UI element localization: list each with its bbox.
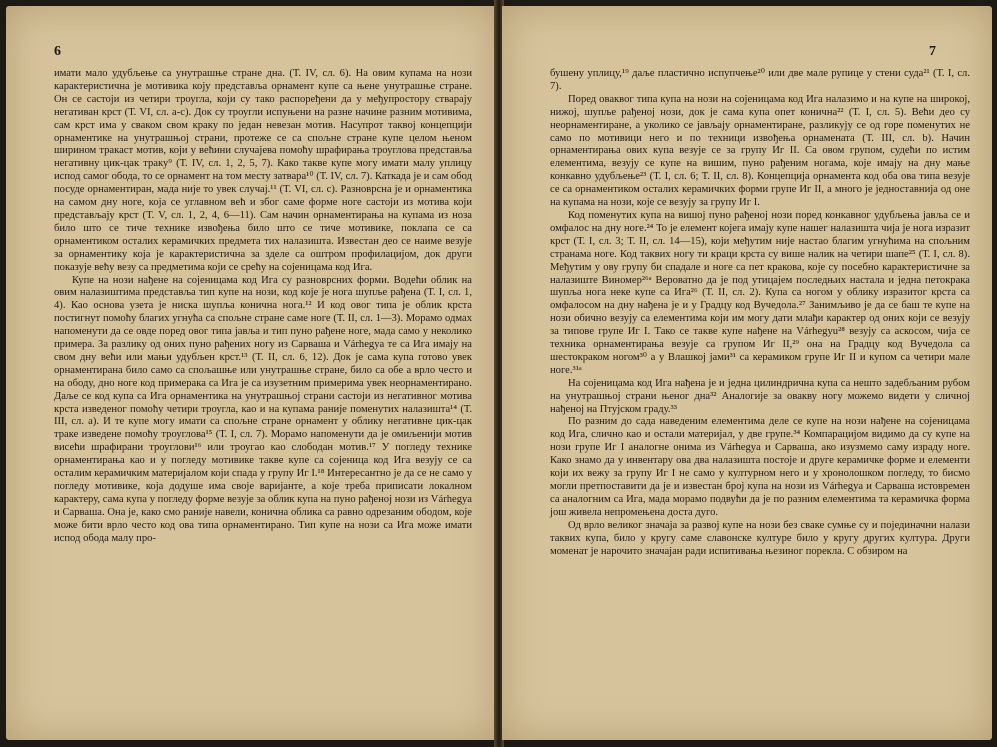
right-paragraph-2: Поред оваквог типа купа на нози на сојеницама код Ига налазимо и на купе на широкој, нижој, шупље рађеној нози, док је сама купа опет конична²² (Т. I, сл. 5). Већи део су неорнаментиране, а уколико се јављају орнаментиране, разликују се од горе поменутих не само по мотивици него и по техници извођења орнамената (Т. III, сл. b). Начин орнаментирања ових купа везује се за групу Иг II. Са овом групом, судећи по истим елементима, везују се купе на вишим, пуно рађеним ногама, које имају на дну мање конкавно удубљење²³ (Т. I, сл. 6; Т. II, сл. 8). Концепција орнамента код оба ова типа везује се са орнаментиком осталих керамичких форми групе Иг II, а много је једноставнија од оне на купама на нози, које се везују за групу Иг I. (550, 93, 970, 209)
left-paragraph-2: Купе на нози нађене на сојеницама код Ига су разноврсних форми. Водећи облик на овим налазиштима представља тип купе на нози, код које је нога шупље рађена (Т. I, сл. 1, 4). Као основа узета је ниска шупља конична нога.¹² И код овог типа је облик крста постигнут помоћу благих угнућа са спољне стране саме ноге (Т. II, сл. 1—3). Морамо одмах напоменути да се овде поред овог типа јавља и тип пуно рађене ноге, мада само у неколико примера. За разлику од оних пуно рађених ногу из Сарваша и Várhegya те са Ига имају на свом дну већи или мањи удубљен крст.¹³ (Т. II, сл. 6, 12). Док је сама купа готово увек орнаментирана било само са спољашње или унутрашње стране, било са обе а врло често и на ободу, дно ноге код примерака са Ига је са изузетним примерима увек неорнаментирано. Даље се код купа са Ига орнаментика на унутрашњој страни састоји из негативног мотива крста изведеног помоћу четири троугла, као и на купама раније поменутих налазишта¹⁴ (Т. III, сл. а). И те купе могу имати са спољне стране орнамент у облику негативне цик-цак траке изведене помоћу троуглова¹⁵ (Т. I, сл. 7). Морамо напоменути да је омиљенији мотив висећи шрафирани троуглови¹⁶ или троугао као слободан мотив.¹⁷ У погледу технике орнаментирања као и у погледу мотивике такве купе са сојеница код Ига везују се са осталим керамичким материјалом који спада у групу Иг I.¹⁸ Интересантно је да се не само у погледу мотивике, која додуше има своје варијанте, а које треба приписати локалном карактеру, сама купа у погледу форме везује за облик купа на пуно рађеној нози из Várhegya и Сарваша. Она је, како смо раније навели, конична облика са равно одрезаним ободом, које може бити врло често код ова типа орнаментирано. Тип купе на нози са Ига може имати испод обода малу про- (54, 274, 472, 544)
page-number-left: 6 (54, 44, 61, 59)
page-number-right: 7 (929, 44, 936, 59)
left-page-body (54, 68, 472, 546)
right-paragraph-5: По разним до сада наведеним елементима деле се купе на нози нађене на сојеницама код Ига, слично као и остали материјал, у две групе.³⁴ Компарацијом видимо да су купе на нози групе Иг I аналогне онима из Várhegya и Сарваша, ако изузмемо саму израду ноге. Како знамо да у инвентару ова два налазишта постоје и друге керамичке форме и елементи који их вежу за групу Иг I не само у културном него и у хронолошком погледу, то бисмо могли претпоставити да је и известан број купа на нози из Várhegya и Сарваша истовремен са аналогним са Ига, мада морамо подвући да је по разним елементима та керамичка форма још живела непромењена доста дуго. (550, 416, 970, 518)
right-page (502, 6, 992, 740)
right-paragraph-4: На сојеницама код Ига нађена је и једна цилиндрична купа са нешто задебљаним рубом на унутрашњој страни њеног дна³² Аналогије за овакву ногу можемо видети у сличној нађеној на Птујском граду.³³ (550, 377, 970, 415)
left-page (6, 6, 496, 740)
right-page-body (550, 68, 970, 558)
right-paragraph-3: Код поменутих купа на вишој пуно рађеној нози поред конкавног удубљења јавља се и омфалос на дну ноге.²⁴ То је елемент којега имају купе нашег налазишта чија је нога изразит крст (Т. I, сл. 3; Т. II, сл. 14—15), који међутим није настао благим угнућима на спољним странама ноге. Код таквих ногу ти краци крста су више налик на четири шапе²⁵ (Т. I, сл. 8). Међутим у ову групу би спадале и ноге са пет кракова, које су посебно карактеристичне за налазиште Виномер²⁶ᵃ Вероватно да је под утицајем последњих настала и једна петокрака шупља нога неке купе са Ига²⁶ (Т. II, сл. 2). Купа са ногом у облику изразитог крста са омфалосом на дну нађена је и у Градцу код Вучедола.²⁷ Занимљиво је да се баш те купе на нози обично везују са елементима који им могу дати млађи карактер од оних који се везују за типове групе Иг I. Тако се такве купе нађене на Várhegyu²⁸ везују са аскосом, чија се техника орнаментирања везује са групом Иг II,²⁹ она на Градцу код Вучедола са шестокраком ногом³⁰ а у Влашкој јами³¹ са керамиком групе Иг II и купом са четири мале ноге.³¹ᵃ (550, 209, 970, 376)
left-paragraph-1: имати мало удубљење са унутрашње стране дна. (Т. IV, сл. 6). На овим купама на нози карактеристична је мотивика коју представља орнамент купе са њене унутрашње стране. Он се састоји из четири троугла, који су тако распоређени да у међупростору стварају негативан крст (Т. VI, сл. а-с). Док су троугли испуњени на разне начине разним мотивима, сам крст има у сваком свом краку по један невезан мотив. Насупрот таквој концепцији орнаментике на унутрашњој страни, протеже се са спољне стране купе целом њеном ширином тракаст мотив, који у већини случајева помоћу шрафирања троуглова представља негативну цик-цак траку⁹ (Т. IV, сл. 1, 2, 5, 7). Како такве купе могу имати малу уплицу испод самог обода, то се орнамент на том месту затвара¹⁰ (Т. IV, сл. 7). Каткада је и сам обод посуде орнаментиран, мада није то увек случај.¹¹ (Т. VI, сл. с). Разноврсна је и орнаментика на самом дну ноге, која се углавном већ и због саме форме ноге састоји из мотива који представљају крст (Т. V, сл. 1, 2, 4, 6—11). Сам начин орнаментирања на купама из ноза било што се тиче технике извођења било што се тиче мотивике, поклапа се са орнаментиком осталих керамичких предмета тих налазишта. Известан део се наиме везује за орнаментику која је карактеристична за зделе са оштром профилацијом, док други показује већу везу са предметима који се срећу на сојеницама код Ига. (54, 68, 472, 273)
right-paragraph-6: Од врло великог значаја за развој купе на нози без сваке сумње су и појединачни налази таквих купа, било у кругу саме славонске културе било у кругу других култура. Други моменат је нарочито значајан ради испитивања њезиног порекла. С обзиром на (550, 519, 970, 557)
right-paragraph-1: бушену уплицу,¹⁹ даље пластично испупчење²⁰ или две мале рупице у стени суда²¹ (Т. I, сл. 7). (550, 68, 970, 92)
